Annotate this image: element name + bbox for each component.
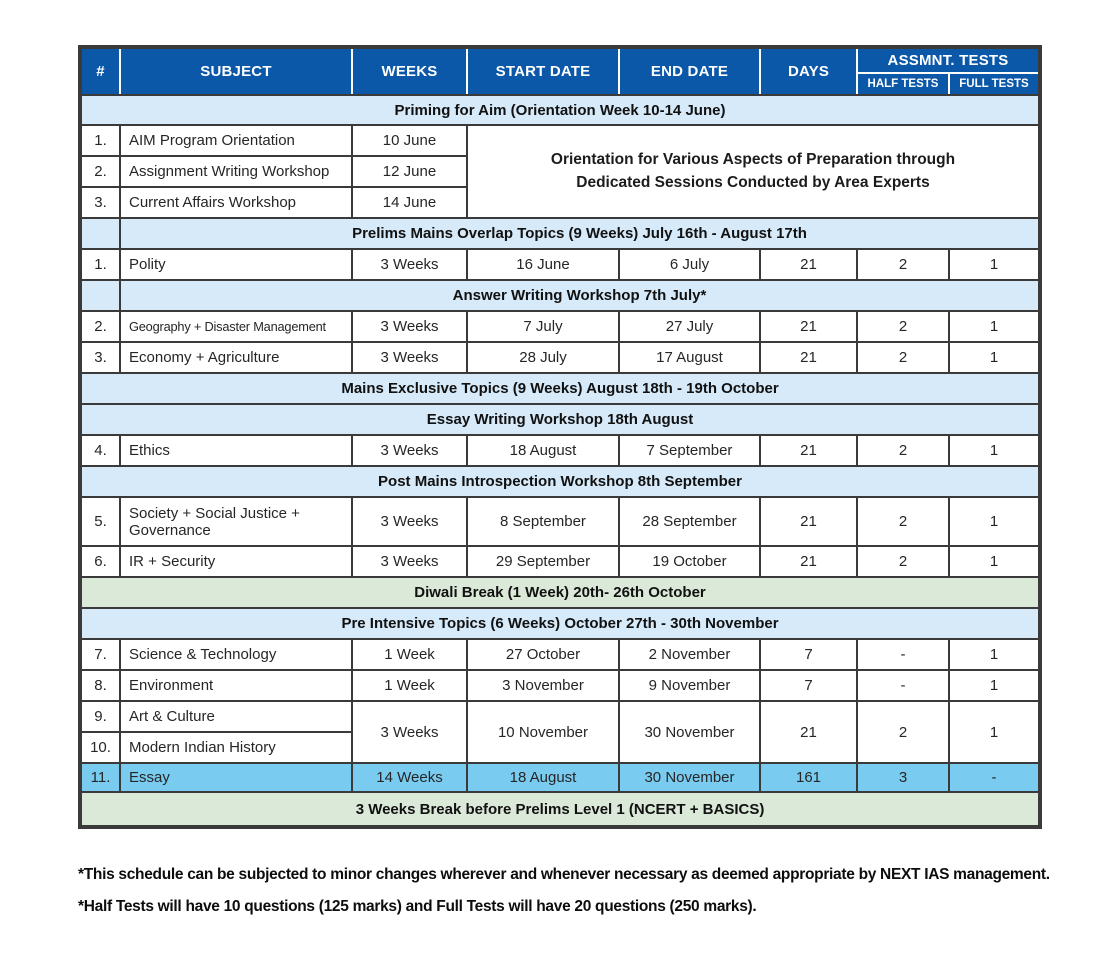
start-date-cell: 18 August <box>467 763 619 792</box>
end-date-cell: 6 July <box>619 249 760 280</box>
start-date-cell: 18 August <box>467 435 619 466</box>
full-tests-cell: 1 <box>949 639 1040 670</box>
header-num: # <box>80 47 120 95</box>
full-tests-cell: 1 <box>949 435 1040 466</box>
section-title-answer-ws: Answer Writing Workshop 7th July* <box>120 280 1040 311</box>
subject-cell: Assignment Writing Workshop <box>120 156 352 187</box>
num-cell: 2. <box>80 311 120 342</box>
num-cell: 1. <box>80 249 120 280</box>
full-tests-cell: - <box>949 763 1040 792</box>
start-date-cell: 8 September <box>467 497 619 546</box>
days-cell: 7 <box>760 639 857 670</box>
weeks-cell: 14 June <box>352 187 467 218</box>
end-date-cell: 30 November <box>619 763 760 792</box>
table-row-ir-security <box>80 546 1040 577</box>
half-tests-cell: 2 <box>857 497 949 546</box>
table-row-ethics <box>80 435 1040 466</box>
num-cell: 3. <box>80 187 120 218</box>
end-date-cell: 2 November <box>619 639 760 670</box>
section-title-post-mains: Post Mains Introspection Workshop 8th September <box>80 466 1040 497</box>
section-row-final-break <box>80 792 1040 827</box>
section-row-diwali-break <box>80 577 1040 608</box>
start-date-cell: 28 July <box>467 342 619 373</box>
end-date-cell: 27 July <box>619 311 760 342</box>
subject-cell: Current Affairs Workshop <box>120 187 352 218</box>
subject-cell: Modern Indian History <box>120 732 352 763</box>
start-date-cell: 3 November <box>467 670 619 701</box>
subject-cell: Ethics <box>120 435 352 466</box>
header-weeks: WEEKS <box>352 47 467 95</box>
end-date-cell: 30 November <box>619 701 760 763</box>
num-cell: 4. <box>80 435 120 466</box>
section-row-mains-exclusive <box>80 373 1040 404</box>
full-tests-cell: 1 <box>949 342 1040 373</box>
subject-cell: Essay <box>120 763 352 792</box>
days-cell: 21 <box>760 497 857 546</box>
half-tests-cell: - <box>857 639 949 670</box>
header-end-date: END DATE <box>619 47 760 95</box>
header-start-date: START DATE <box>467 47 619 95</box>
start-date-cell: 10 November <box>467 701 619 763</box>
section-title-essay-ws: Essay Writing Workshop 18th August <box>80 404 1040 435</box>
weeks-cell: 3 Weeks <box>352 701 467 763</box>
section-row-post-mains <box>80 466 1040 497</box>
end-date-cell: 28 September <box>619 497 760 546</box>
full-tests-cell: 1 <box>949 701 1040 763</box>
half-tests-cell: 2 <box>857 249 949 280</box>
days-cell: 21 <box>760 546 857 577</box>
subject-cell: Art & Culture <box>120 701 352 732</box>
end-date-cell: 9 November <box>619 670 760 701</box>
half-tests-cell: 2 <box>857 435 949 466</box>
full-tests-cell: 1 <box>949 670 1040 701</box>
weeks-cell: 12 June <box>352 156 467 187</box>
days-cell: 21 <box>760 435 857 466</box>
full-tests-cell: 1 <box>949 311 1040 342</box>
weeks-cell: 1 Week <box>352 670 467 701</box>
full-tests-cell: 1 <box>949 249 1040 280</box>
section-title-mains-exclusive: Mains Exclusive Topics (9 Weeks) August 18th - 19th October <box>80 373 1040 404</box>
subject-cell: Geography + Disaster Management <box>120 311 352 342</box>
table-row-polity <box>80 249 1040 280</box>
num-cell: 7. <box>80 639 120 670</box>
subject-cell: IR + Security <box>120 546 352 577</box>
half-tests-cell: - <box>857 670 949 701</box>
section-row-priming <box>80 95 1040 125</box>
days-cell: 161 <box>760 763 857 792</box>
days-cell: 21 <box>760 249 857 280</box>
num-cell: 6. <box>80 546 120 577</box>
weeks-cell: 14 Weeks <box>352 763 467 792</box>
footnotes <box>78 866 1058 929</box>
subject-cell: Society + Social Justice + Governance <box>120 497 352 546</box>
start-date-cell: 16 June <box>467 249 619 280</box>
table-row-essay-highlighted <box>80 763 1040 792</box>
weeks-cell: 10 June <box>352 125 467 156</box>
orientation-note-text: Orientation for Various Aspects of Preparation through Dedicated Sessions Conducted by Area Experts <box>550 151 956 191</box>
weeks-cell: 3 Weeks <box>352 497 467 546</box>
end-date-cell: 17 August <box>619 342 760 373</box>
header-half-tests: HALF TESTS <box>857 73 949 95</box>
end-date-cell: 19 October <box>619 546 760 577</box>
section-num-cell <box>80 218 120 249</box>
subject-cell: Environment <box>120 670 352 701</box>
section-num-cell <box>80 280 120 311</box>
section-title-priming: Priming for Aim (Orientation Week 10-14 June) <box>80 95 1040 125</box>
weeks-cell: 3 Weeks <box>352 249 467 280</box>
table-row-aim <box>80 125 1040 156</box>
days-cell: 21 <box>760 311 857 342</box>
weeks-cell: 3 Weeks <box>352 546 467 577</box>
half-tests-cell: 2 <box>857 701 949 763</box>
num-cell: 3. <box>80 342 120 373</box>
start-date-cell: 29 September <box>467 546 619 577</box>
header-days: DAYS <box>760 47 857 95</box>
num-cell: 11. <box>80 763 120 792</box>
days-cell: 7 <box>760 670 857 701</box>
section-title-pre-intensive: Pre Intensive Topics (6 Weeks) October 27th - 30th November <box>80 608 1040 639</box>
header-full-tests: FULL TESTS <box>949 73 1040 95</box>
header-subject: SUBJECT <box>120 47 352 95</box>
num-cell: 2. <box>80 156 120 187</box>
table-row-economy <box>80 342 1040 373</box>
footnote-test-marks: *Half Tests will have 10 questions (125 marks) and Full Tests will have 20 questions (250 marks). <box>78 897 757 915</box>
num-cell: 10. <box>80 732 120 763</box>
footnote-schedule-change: *This schedule can be subjected to minor changes wherever and whenever necessary as deemed appropriate by NEXT IAS management. <box>78 866 1050 883</box>
table-row-society <box>80 497 1040 546</box>
section-row-pre-intensive <box>80 608 1040 639</box>
section-title-prelims-overlap: Prelims Mains Overlap Topics (9 Weeks) July 16th - August 17th <box>120 218 1040 249</box>
section-row-answer-ws <box>80 280 1040 311</box>
num-cell: 9. <box>80 701 120 732</box>
days-cell: 21 <box>760 701 857 763</box>
subject-cell: AIM Program Orientation <box>120 125 352 156</box>
section-row-prelims-overlap <box>80 218 1040 249</box>
num-cell: 5. <box>80 497 120 546</box>
schedule-table-container <box>78 45 1042 829</box>
section-row-essay-ws <box>80 404 1040 435</box>
orientation-note-cell <box>467 125 1040 218</box>
half-tests-cell: 3 <box>857 763 949 792</box>
num-cell: 1. <box>80 125 120 156</box>
half-tests-cell: 2 <box>857 342 949 373</box>
start-date-cell: 27 October <box>467 639 619 670</box>
half-tests-cell: 2 <box>857 546 949 577</box>
subject-cell: Economy + Agriculture <box>120 342 352 373</box>
end-date-cell: 7 September <box>619 435 760 466</box>
table-row-art-culture <box>80 701 1040 732</box>
weeks-cell: 3 Weeks <box>352 311 467 342</box>
num-cell: 8. <box>80 670 120 701</box>
table-row-environment <box>80 670 1040 701</box>
weeks-cell: 3 Weeks <box>352 435 467 466</box>
header-row <box>80 47 1040 73</box>
start-date-cell: 7 July <box>467 311 619 342</box>
header-assmnt-tests: ASSMNT. TESTS <box>857 47 1040 73</box>
table-row-geography <box>80 311 1040 342</box>
table-row-science <box>80 639 1040 670</box>
subject-cell: Science & Technology <box>120 639 352 670</box>
weeks-cell: 3 Weeks <box>352 342 467 373</box>
full-tests-cell: 1 <box>949 546 1040 577</box>
subject-cell: Polity <box>120 249 352 280</box>
section-title-diwali-break: Diwali Break (1 Week) 20th- 26th October <box>80 577 1040 608</box>
section-title-final-break: 3 Weeks Break before Prelims Level 1 (NCERT + BASICS) <box>80 792 1040 827</box>
schedule-table <box>78 45 1042 829</box>
days-cell: 21 <box>760 342 857 373</box>
weeks-cell: 1 Week <box>352 639 467 670</box>
full-tests-cell: 1 <box>949 497 1040 546</box>
half-tests-cell: 2 <box>857 311 949 342</box>
